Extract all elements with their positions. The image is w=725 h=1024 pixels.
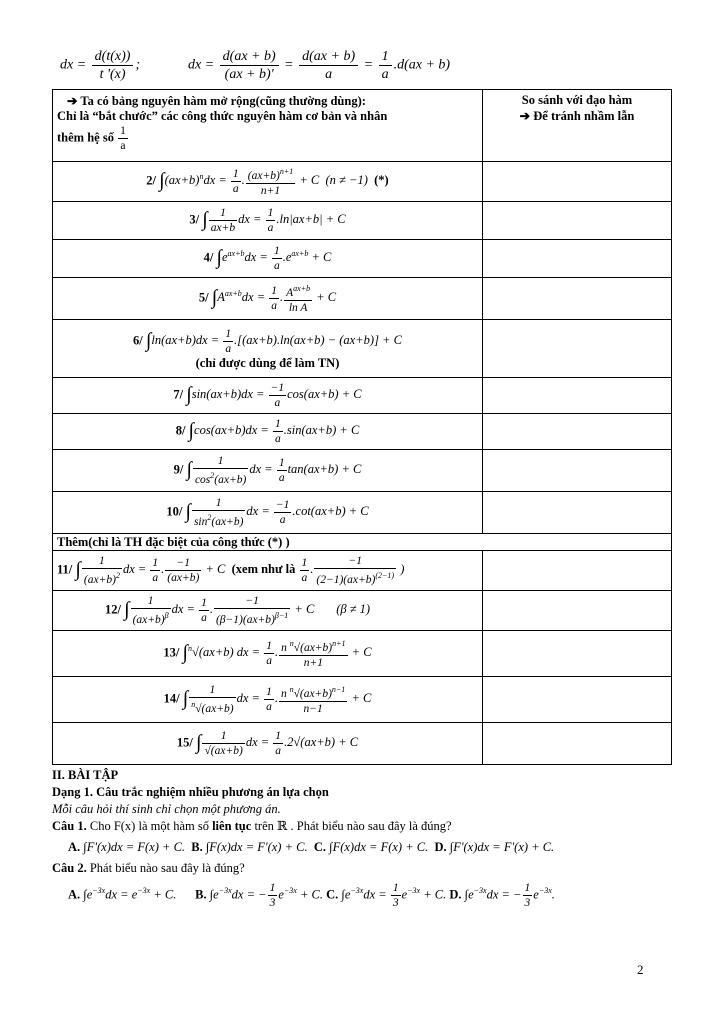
question-2-options: A. $\int e^{-3x}dx = e^{-3x} + C$. B. $\int e^{-3x}dx$ = − $\frac{1}{3}$ $e^{-3x} + C$. C. $\int e^{-3x}dx$ = $\frac{1}{3}$ $e^{-3x} + C$. D. $\int e^{-3x}dx$ = − $\frac{1}{3}$ $e^{-3x}$. [68,882,555,909]
formula-row-12: 12/ ∫ $\frac{1}{(ax+b)^\beta}$ dx = $\frac{1}{a}$ . $\frac{-1}{(\beta-1)(ax+b)^{\beta-1}}$ + C (β ≠ 1) [53,591,483,631]
formula-row-3: 3/ ∫ $\frac{1}{ax+b}$ dx = $\frac{1}{a}$ .ln|ax+b| + C [53,202,483,240]
question-1: Câu 1. Cho F(x) là một hàm số liên tục trên ℝ . Phát biểu nào sau đây là đúng? [52,819,452,833]
formula-row-13: 13/ ∫$^n$√(ax+b) dx = $\frac{1}{a}$ . $\frac{n ^n√(ax+b)^{n+1}}{n+1}$ + C [53,631,483,677]
antiderivative-table [52,89,672,765]
formula-dx-t: dx = $\frac{d(t(x))}{t '(x)}$ ; [60,49,141,82]
page-number: 2 [637,962,644,977]
formula-row-7: 7/ ∫sin(ax+b)dx = $\frac{-1}{a}$ cos(ax+b) + C [53,378,483,414]
formula-row-8: 8/ ∫cos(ax+b)dx = $\frac{1}{a}$ .sin(ax+b) + C [53,414,483,450]
exercises-section [52,767,674,914]
section-title: II. BÀI TẬP [52,768,119,782]
extra-heading: Thêm(chỉ là TH đặc biệt của công thức (*) ) [53,534,672,551]
compare-cell: So sánh với đạo hàm ➔ Để tránh nhầm lẫn [483,90,672,162]
formula-row-4: 4/ $\int e^{ax+b}dx$ = $\frac{1}{a}$ $.e^{ax+b} + C$ [53,240,483,278]
formula-row-11: 11/ ∫ $\frac{1}{(ax+b)^2}$ dx = $\frac{1}{a}$ . $\frac{-1}{(ax+b)}$ + C (xem như là $\frac{1}{a}$ . $\frac{-1}{(2-1)(ax+b)^{(2-1)}}$ ) [53,551,483,591]
formula-dx-ax-b: dx = $\frac{d(ax + b)}{(ax + b)'}$ = $\frac{d(ax + b)}{a}$ = $\frac{1}{a}$ .d(ax + b) [188,49,451,82]
exercise-type: Dạng 1. Câu trắc nghiệm nhiều phương án lựa chọn [52,785,329,799]
header-formulas [52,44,672,90]
formula-row-2: 2/ $\int(ax+b)^ndx$ = $\frac{1}{a}$ . $\frac{(ax+b)^{n+1}}{n+1}$ + C (n ≠ −1) (*) [53,162,483,202]
formula-row-14: 14/ ∫ $\frac{1}{^n√(ax+b)}$ dx = $\frac{1}{a}$ . $\frac{n ^n√(ax+b)^{n-1}}{n-1}$ + C [53,677,483,723]
question-2: Câu 2. Phát biểu nào sau đây là đúng? [52,861,245,875]
intro-cell: ➔ Ta có bảng nguyên hàm mở rộng(cũng thường dùng): Chỉ là “bắt chước” các công thức nguyên hàm cơ bản và nhân thêm hệ số $\frac{1}{a}$ [53,90,483,162]
formula-row-15: 15/ ∫ $\frac{1}{√(ax+b)}$ dx = $\frac{1}{a}$ .2√(ax+b) + C [53,723,483,765]
formula-row-9: 9/ ∫ $\frac{1}{\cos^2(ax+b)}$ dx = $\frac{1}{a}$ tan(ax+b) + C [53,450,483,492]
instruction: Mỗi câu hỏi thí sinh chỉ chọn một phương án. [52,802,281,816]
formula-row-5: 5/ $\int A^{ax+b}dx$ = $\frac{1}{a}$ . $A^{ax+b}$ ln A + C [53,278,483,320]
formula-row-10: 10/ ∫ $\frac{1}{\sin^2(ax+b)}$ dx = $\frac{-1}{a}$ .cot(ax+b) + C [53,492,483,534]
formula-row-6: 6/ ∫ln(ax+b)dx = $\frac{1}{a}$ .[(ax+b).ln(ax+b) − (ax+b)] + C (chỉ được dùng để làm TN) [53,320,483,378]
question-1-options: A. ∫F'(x)dx = F(x) + C. B. ∫F(x)dx = F'(x) + C. C. ∫F(x)dx = F(x) + C. D. ∫F'(x)dx = F'(x) + C. [68,840,555,854]
